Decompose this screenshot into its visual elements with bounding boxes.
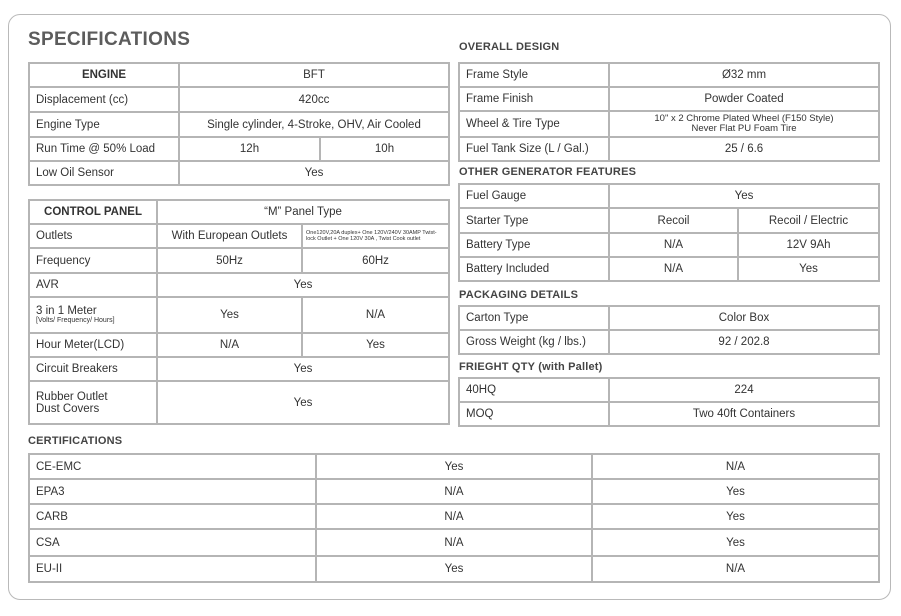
cert-value: N/A bbox=[592, 556, 879, 582]
row-value: 60Hz bbox=[302, 248, 449, 273]
table-row bbox=[459, 184, 879, 208]
row-value: N/A bbox=[302, 297, 449, 333]
row-label: Frame Finish bbox=[459, 87, 609, 111]
row-label: Starter Type bbox=[459, 208, 609, 233]
cert-name: CSA bbox=[29, 529, 316, 556]
freight-title: FRIEGHT QTY (with Pallet) bbox=[459, 361, 603, 373]
wheel-line1: 10" x 2 Chrome Plated Wheel (F150 Style) bbox=[654, 113, 834, 124]
row-label bbox=[29, 381, 157, 424]
row-value: Powder Coated bbox=[609, 87, 879, 111]
row-value: N/A bbox=[609, 233, 738, 257]
row-label: Frame Style bbox=[459, 63, 609, 87]
row-label: Outlets bbox=[29, 224, 157, 248]
row-label: Frequency bbox=[29, 248, 157, 273]
other-features-table bbox=[458, 183, 880, 282]
cert-value: Yes bbox=[592, 504, 879, 529]
row-label: Engine Type bbox=[29, 112, 179, 137]
row-label: 40HQ bbox=[459, 378, 609, 402]
row-value: N/A bbox=[609, 257, 738, 281]
rubber-label-line2: Dust Covers bbox=[36, 402, 100, 415]
row-value: Yes bbox=[157, 297, 302, 333]
row-label: Battery Type bbox=[459, 233, 609, 257]
row-value: Recoil / Electric bbox=[738, 208, 879, 233]
table-row bbox=[459, 257, 879, 281]
row-label: Fuel Gauge bbox=[459, 184, 609, 208]
row-value: 92 / 202.8 bbox=[609, 330, 879, 354]
cert-name: CE-EMC bbox=[29, 454, 316, 479]
freight-table bbox=[458, 377, 880, 427]
row-value: 12V 9Ah bbox=[738, 233, 879, 257]
overall-design-title: OVERALL DESIGN bbox=[459, 41, 560, 53]
row-value: 420cc bbox=[179, 87, 449, 112]
table-row bbox=[459, 137, 879, 161]
table-row bbox=[459, 63, 879, 87]
table-row bbox=[459, 208, 879, 233]
table-row bbox=[459, 233, 879, 257]
row-value bbox=[609, 111, 879, 137]
cert-value: N/A bbox=[592, 454, 879, 479]
table-row bbox=[29, 87, 449, 112]
row-label: Battery Included bbox=[459, 257, 609, 281]
row-value: 25 / 6.6 bbox=[609, 137, 879, 161]
row-value: With European Outlets bbox=[157, 224, 302, 248]
cert-value: N/A bbox=[316, 529, 592, 556]
row-label: Carton Type bbox=[459, 306, 609, 330]
row-label: Gross Weight (kg / lbs.) bbox=[459, 330, 609, 354]
row-label bbox=[29, 297, 157, 333]
row-value: Color Box bbox=[609, 306, 879, 330]
table-row bbox=[29, 297, 449, 333]
table-row bbox=[459, 111, 879, 137]
row-label: Run Time @ 50% Load bbox=[29, 137, 179, 161]
cert-value: Yes bbox=[592, 529, 879, 556]
table-row bbox=[29, 137, 449, 161]
row-value: 10h bbox=[320, 137, 449, 161]
row-value: One120V,20A duplex+ One 120V/240V 30AMP Twist-lock Outlet + One 120V 30A , Twist Cook outlet bbox=[302, 224, 449, 248]
table-row bbox=[29, 504, 879, 529]
row-value: 50Hz bbox=[157, 248, 302, 273]
table-row bbox=[459, 306, 879, 330]
engine-table bbox=[28, 62, 450, 186]
row-value: Recoil bbox=[609, 208, 738, 233]
engine-header: ENGINE bbox=[29, 63, 179, 87]
row-label: Circuit Breakers bbox=[29, 357, 157, 381]
cert-value: N/A bbox=[316, 504, 592, 529]
overall-design-table bbox=[458, 62, 880, 162]
table-row bbox=[29, 161, 449, 185]
cert-name: CARB bbox=[29, 504, 316, 529]
cert-value: N/A bbox=[316, 479, 592, 504]
row-value: Single cylinder, 4-Stroke, OHV, Air Cooled bbox=[179, 112, 449, 137]
packaging-table bbox=[458, 305, 880, 355]
table-row bbox=[29, 248, 449, 273]
meter-sublabel: [Volts/ Frequency/ Hours] bbox=[36, 317, 115, 324]
table-row bbox=[459, 378, 879, 402]
table-row bbox=[29, 224, 449, 248]
row-value: Ø32 mm bbox=[609, 63, 879, 87]
table-row bbox=[29, 529, 879, 556]
other-features-title: OTHER GENERATOR FEATURES bbox=[459, 166, 637, 178]
cert-name: EPA3 bbox=[29, 479, 316, 504]
cert-name: EU-II bbox=[29, 556, 316, 582]
cert-value: Yes bbox=[316, 556, 592, 582]
table-row bbox=[29, 112, 449, 137]
table-row bbox=[29, 357, 449, 381]
row-value: Yes bbox=[157, 357, 449, 381]
table-row bbox=[29, 381, 449, 424]
certifications-table bbox=[28, 453, 880, 583]
row-value: 224 bbox=[609, 378, 879, 402]
table-row bbox=[29, 479, 879, 504]
table-row bbox=[29, 200, 449, 224]
row-label: Hour Meter(LCD) bbox=[29, 333, 157, 357]
rubber-label-line1: Rubber Outlet bbox=[36, 390, 108, 403]
row-label: AVR bbox=[29, 273, 157, 297]
table-row bbox=[29, 454, 879, 479]
certifications-title: CERTIFICATIONS bbox=[28, 435, 123, 447]
table-row bbox=[459, 87, 879, 111]
row-label: MOQ bbox=[459, 402, 609, 426]
row-value: Yes bbox=[179, 161, 449, 185]
meter-label: 3 in 1 Meter bbox=[36, 305, 97, 317]
control-panel-header: CONTROL PANEL bbox=[29, 200, 157, 224]
row-value: Yes bbox=[738, 257, 879, 281]
table-row bbox=[29, 273, 449, 297]
row-value: N/A bbox=[157, 333, 302, 357]
table-row bbox=[29, 556, 879, 582]
row-value: Yes bbox=[157, 381, 449, 424]
cert-value: Yes bbox=[316, 454, 592, 479]
table-row bbox=[459, 402, 879, 426]
row-value: 12h bbox=[179, 137, 320, 161]
row-value: Yes bbox=[302, 333, 449, 357]
engine-model: BFT bbox=[179, 63, 449, 87]
row-label: Fuel Tank Size (L / Gal.) bbox=[459, 137, 609, 161]
wheel-line2: Never Flat PU Foam Tire bbox=[691, 123, 797, 134]
panel-type: “M” Panel Type bbox=[157, 200, 449, 224]
packaging-title: PACKAGING DETAILS bbox=[459, 289, 579, 301]
table-row bbox=[29, 63, 449, 87]
row-value: Yes bbox=[609, 184, 879, 208]
table-row bbox=[29, 333, 449, 357]
row-label: Displacement (cc) bbox=[29, 87, 179, 112]
row-value: Two 40ft Containers bbox=[609, 402, 879, 426]
table-row bbox=[459, 330, 879, 354]
page-title: SPECIFICATIONS bbox=[28, 29, 191, 50]
row-value: Yes bbox=[157, 273, 449, 297]
cert-value: Yes bbox=[592, 479, 879, 504]
control-panel-table bbox=[28, 199, 450, 425]
row-label: Low Oil Sensor bbox=[29, 161, 179, 185]
row-label: Wheel & Tire Type bbox=[459, 111, 609, 137]
